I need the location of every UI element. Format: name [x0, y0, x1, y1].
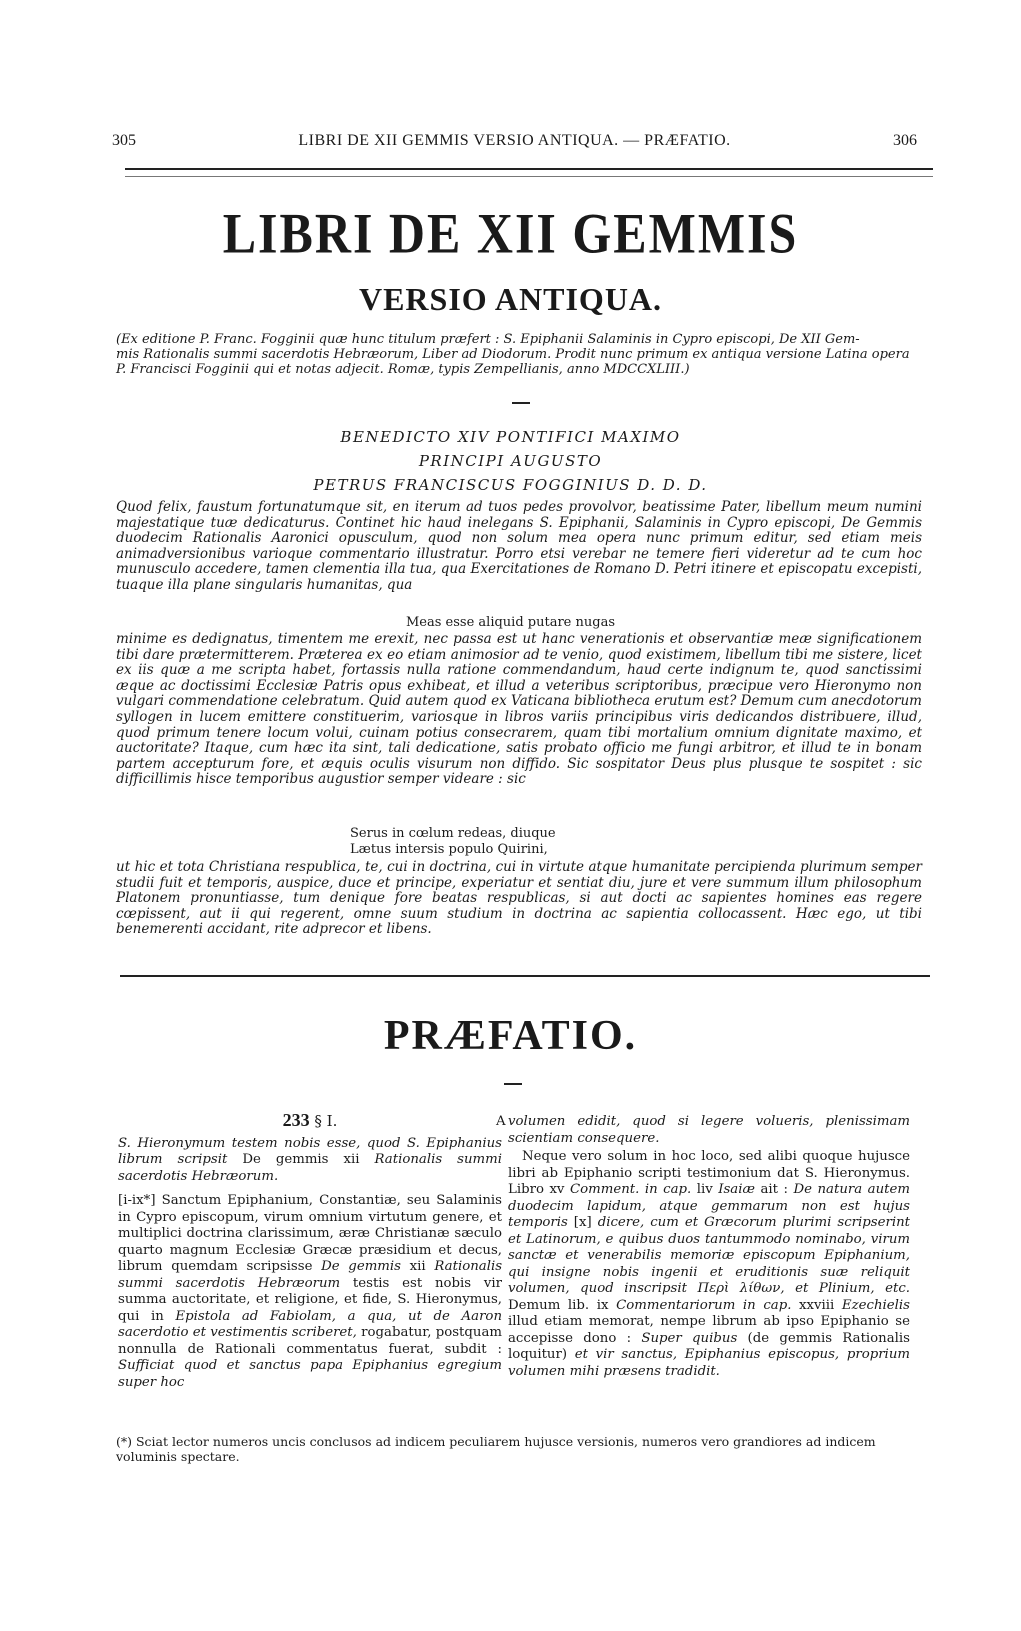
verse-quote-1: Meas esse aliquid putare nugas [406, 615, 615, 630]
margin-letter: A [496, 1114, 506, 1129]
preface-paragraph-right: Neque vero solum in hoc loco, sed alibi quoque hujusce libri ab Epiphanio scripti testimonium dat S. Hieronymus. Libro xv Comment. in cap. liv Isaiæ ait : De natura autem duodecim lapidum, atque gemmarum non est hujus temporis [x] dicere, cum et Græcorum plurimi scripserint et Latinorum, e quibus duos tantummodo nominabo, virum sanctæ et venerabilis memoriæ episcopum Epiphanium, qui insigne nobis ingenii et eruditionis suæ reliquit volumen, quod inscripsit Περὶ λίθων, et Plinium, etc. Demum lib. ix Commentariorum in cap. xxviii Ezechielis illud etiam memorat, nempe librum ab ipso Epiphanio se accepisse dono : Super quibus (de gemmis Rationalis loquitur) et vir sanctus, Epiphanius episcopus, proprium volumen mihi præsens tradidit. [508, 1149, 910, 1379]
preface-paragraph-left: [i-ix*] Sanctum Epiphanium, Constantiæ, seu Salaminis in Cypro episcopum, virum omnium virtutum genere, et multiplici doctrina clarissimum, æræ Christianæ sæculo quarto magnum Ecclesiæ Græcæ præsidium et decus, librum quemdam scripsisse De gemmis xii Rationalis summi sacerdotis Hebræorum testis est nobis vir summa auctoritate, et religione, et fide, S. Hieronymus, qui in Epistola ad Fabiolam, a qua, ut de Aaron sacerdotio et vestimentis scriberet, rogabatur, postquam nonnulla de Rationali commentatus fuerat, subdit : Sufficiat quod et sanctus papa Epiphanius egregium super hoc [118, 1193, 503, 1390]
edition-line-1: (Ex editione P. Franc. Fogginii quæ hunc titulum præfert : S. Epiphanii Salaminis in Cypro episcopi, De XII Gem- [116, 332, 860, 347]
dedication-line-3: PETRUS FRANCISCUS FOGGINIUS D. D. D. [313, 476, 708, 494]
preface-title: PRÆFATIO. [383, 1013, 638, 1059]
sub-title: VERSIO ANTIQUA. [358, 281, 663, 317]
page-number-left: 305 [112, 132, 136, 149]
section-rule [120, 975, 930, 977]
dedication-line-1: BENEDICTO XIV PONTIFICI MAXIMO [340, 428, 681, 446]
section-label: § I. [314, 1112, 338, 1130]
separator-dash-2 [504, 1083, 522, 1085]
verse-quote-2b: Lætus intersis populo Quirini, [350, 842, 548, 857]
separator-dash [512, 402, 530, 404]
header-rule-thin [125, 176, 933, 177]
preface-left-column [118, 1112, 502, 1391]
dedication [0, 425, 1021, 497]
page-number-right: 306 [893, 132, 917, 149]
letter-paragraph-2: minime es dedignatus, timentem me erexit, nec passa est ut hanc venerationis et observantiæ meæ significationem tibi dare prætermitterem. Præterea ex eo etiam animosior ad te venio, quod existimem, libellum tibi me sistere, licet ex iis quæ a me scripta habet, fortassis nulla ratione commendandum, haud certe indignum te, quod sanctissimi æque ac doctissimi Ecclesiæ Patris opus exhibeat, et illud a veteribus scriptoribus, præcipue vero Hieronymo non vulgari commendatione celebratum. Quid autem quod ex Vaticana bibliotheca erutum est? Demum cum anecdotorum syllogen in lucem emittere constituerim, variosque in libros variis principibus viris dedicandos distribuere, illud, quod primum tenere locum volui, cuinam potius consecrarem, quam tibi mortalium omnium dignitate maximo, et auctoritate? Itaque, cum hæc ita sint, tali dedicatione, satis probato officio me fungi arbitror, et illud te in bonam partem accepturum fore, et æquis oculis visurum non diffido. Sic sospitator Deus plus plusque te sospitet : sic difficillimis hisce temporibus augustior semper videare : sic [116, 631, 922, 788]
running-header [112, 132, 917, 156]
section-heading [118, 1112, 502, 1130]
footnote: (*) Sciat lector numeros uncis conclusos ad indicem peculiarem hujusce versionis, numeros vero grandiores ad indicem voluminis spectare. [116, 1434, 876, 1464]
main-title: LIBRI DE XII GEMMIS [222, 200, 799, 266]
section-summary: S. Hieronymum testem nobis esse, quod S. Epiphanius librum scripsit De gemmis xii Rationalis summi sacerdotis Hebræorum. [118, 1135, 502, 1184]
preface-continuation: volumen edidit, quod si legere volueris, plenissimam scientiam consequere. [508, 1114, 910, 1146]
edition-line-2: mis Rationalis summi sacerdotis Hebræorum, Liber ad Diodorum. Prodit nunc primum ex antiqua versione Latina opera [116, 347, 910, 362]
edition-line-3: P. Francisci Fogginii qui et notas adjecit. Romæ, typis Zempellianis, anno MDCCXLIII.) [116, 362, 690, 377]
edition-note [116, 332, 928, 377]
dedication-line-2: PRINCIPI AUGUSTO [418, 452, 603, 470]
section-number: 233 [282, 1110, 310, 1130]
header-rule [125, 168, 933, 170]
preface-right-column [496, 1114, 910, 1380]
letter-paragraph-1: Quod felix, faustum fortunatumque sit, en iterum ad tuos pedes provolvor, beatissime Pater, libellum meum numini majestatique tuæ dedicaturus. Continet hic haud inelegans S. Epiphanii, Salaminis in Cypro episcopi, De Gemmis duodecim Rationalis Aaronici opusculum, quod non solum mea opera nunc primum editur, sed etiam meis animadversionibus varioque commentario illustratur. Porro etsi verebar ne temere fieri videretur ad te cum hoc munusculo accedere, tamen clementia illa tua, qua Exercitationes de Romano D. Petri itinere et episcopatu excepisti, tuaque illa plane singularis humanitas, qua [116, 499, 922, 593]
running-title: LIBRI DE XII GEMMIS VERSIO ANTIQUA. — PRÆFATIO. [298, 132, 731, 149]
letter-paragraph-3: ut hic et tota Christiana respublica, te, cui in doctrina, cui in virtute atque humanitate percipienda plurimum semper studii fuit et temporis, auspice, duce et principe, experiatur et sentiat diu, jure et vere summum illum philosophum Platonem pronuntiasse, tum denique fore beatas respublicas, si aut docti ac sapientes homines eas regere cœpissent, aut ii qui regerent, omne suum studium in doctrina ac sapientia collocassent. Hæc ego, ut tibi benemerenti accidant, rite adprecor et libens. [116, 859, 922, 938]
index-marker: [i-ix*] [118, 1193, 156, 1208]
verse-quote-2a: Serus in cœlum redeas, diuque [350, 826, 556, 841]
